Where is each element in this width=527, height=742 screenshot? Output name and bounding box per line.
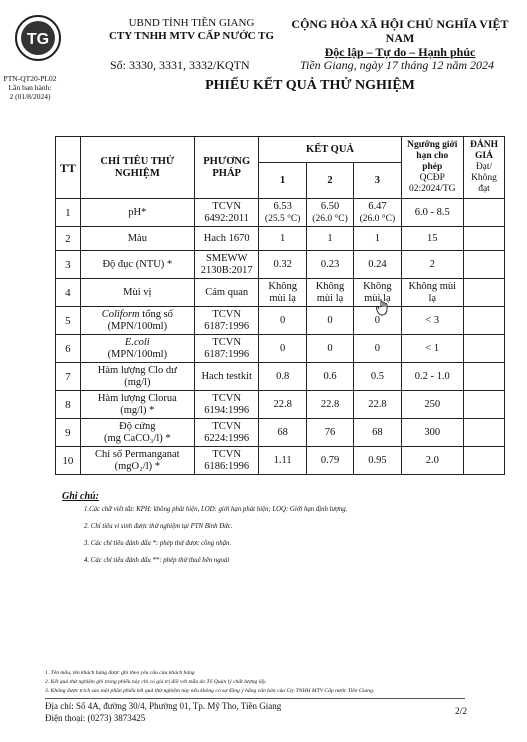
method-cell [194, 307, 259, 335]
header-limit [401, 137, 463, 199]
limit-cell: 2.0 [401, 447, 463, 475]
table-row [56, 391, 505, 419]
table-row [56, 363, 505, 391]
limit-cell: < 3 [401, 307, 463, 335]
result-3-cell: 0.5 [354, 363, 401, 391]
row-number: 3 [56, 251, 81, 279]
parameter-name-italic: E.coli [124, 336, 150, 348]
row-number: 4 [56, 279, 81, 307]
parameter-name [80, 363, 194, 391]
header-results: KẾT QUẢ [259, 137, 401, 163]
country-line: CỘNG HÒA XÃ HỘI CHỦ NGHĨA VIỆT NAM [291, 17, 509, 45]
limit-header-line: 02:2024/TG [409, 184, 456, 194]
page-number: 2/2 [455, 707, 468, 717]
result-2-cell: 0.79 [306, 447, 353, 475]
evaluation-cell [464, 227, 505, 251]
result-1-cell: 0 [259, 307, 306, 335]
note-item: 3. Các chỉ tiêu đánh dấu *: phép thử được công nhận. [84, 540, 232, 547]
header-result-1: 1 [259, 163, 306, 199]
result-1-cell: 0.8 [259, 363, 306, 391]
table-row [56, 199, 505, 227]
header-result-2: 2 [306, 163, 353, 199]
result-3-cell: 0.95 [354, 447, 401, 475]
result-2-cell: 0 [306, 307, 353, 335]
parameter-name: Mùi vị [80, 279, 194, 307]
result-3-cell: 0 [354, 307, 401, 335]
method-cell: Hach testkit [194, 363, 259, 391]
footnote: 2. Kết quả thử nghiệm ghi trong phiếu này chỉ có giá trị đối với mẫu do Tổ Quản lý chất lượng lấy. [45, 679, 267, 685]
result-3-cell: 0 [354, 335, 401, 363]
parameter-name [80, 335, 194, 363]
result-3-cell: 0.24 [354, 251, 401, 279]
footer-divider [45, 698, 465, 699]
footer-address: Địa chỉ: Số 4A, đường 30/4, Phường 01, Tp. Mỹ Tho, Tiền Giang [45, 701, 282, 711]
result-2-cell [306, 199, 353, 227]
method-cell [194, 391, 259, 419]
limit-cell: 15 [401, 227, 463, 251]
method-line: 6187:1996 [204, 320, 250, 332]
table-row [56, 251, 505, 279]
limit-cell: 0.2 - 1.0 [401, 363, 463, 391]
result-2-cell: 76 [306, 419, 353, 447]
result-line: mùi lạ [316, 292, 344, 304]
row-number: 7 [56, 363, 81, 391]
parameter-unit: (MPN/100ml) [107, 320, 168, 332]
result-1-cell [259, 199, 306, 227]
method-cell [194, 447, 259, 475]
row-number: 2 [56, 227, 81, 251]
result-temperature: (26.0 °C) [359, 213, 396, 224]
table-row [56, 447, 505, 475]
limit-cell: 250 [401, 391, 463, 419]
national-heading [278, 17, 522, 59]
row-number: 1 [56, 199, 81, 227]
method-line: 6224:1996 [204, 432, 250, 444]
table-row [56, 419, 505, 447]
parameter-unit: (mg/l) [124, 376, 151, 388]
evaluation-header-line: GIÁ [475, 151, 493, 161]
footer-phone: Điện thoại: (0273) 3873425 [45, 713, 146, 723]
method-line: TCVN [212, 200, 241, 212]
method-cell: Hach 1670 [194, 227, 259, 251]
result-line: Không [315, 280, 345, 292]
row-number: 9 [56, 419, 81, 447]
row-number: 6 [56, 335, 81, 363]
parameter-name [80, 419, 194, 447]
method-line: 6194:1996 [204, 404, 250, 416]
form-code [2, 74, 58, 101]
result-value: 6.50 [320, 200, 340, 212]
limit-header-line: Ngưỡng giới [407, 140, 458, 150]
method-cell [194, 251, 259, 279]
parameter-unit: (mgO₂/l) * [114, 460, 161, 472]
limit-cell: 2 [401, 251, 463, 279]
form-code-line: PTN-QT20-PL02 [3, 74, 57, 83]
method-line: TCVN [212, 392, 241, 404]
result-2-cell: 22.8 [306, 391, 353, 419]
evaluation-header-line: ĐÁNH [470, 140, 498, 150]
method-line: TCVN [212, 448, 241, 460]
result-1-cell: 22.8 [259, 391, 306, 419]
hand-pointer-icon [376, 298, 390, 316]
limit-cell: 6.0 - 8.5 [401, 199, 463, 227]
note-item: 2. Chỉ tiêu vi sinh được thử nghiệm tại PTN Bình Đức. [84, 523, 233, 530]
method-line: SMEWW [205, 252, 248, 264]
result-3-cell: 68 [354, 419, 401, 447]
parameter-unit: (mg CaCO₃/l) * [104, 432, 171, 444]
result-2-cell [306, 279, 353, 307]
evaluation-cell [464, 391, 505, 419]
parameter-name [80, 447, 194, 475]
result-2-cell: 0.6 [306, 363, 353, 391]
parameter-name: Màu [80, 227, 194, 251]
org-line-2: CTY TNHH MTV CẤP NƯỚC TG [108, 30, 275, 42]
header-parameter: CHỈ TIÊU THỬ NGHIỆM [80, 137, 194, 199]
header-tt: TT [56, 137, 81, 199]
parameter-name-line: Chỉ số Permanganat [95, 448, 180, 460]
logo-text: TG [26, 31, 50, 48]
method-line: 6186:1996 [204, 460, 250, 472]
result-line: mùi lạ [269, 292, 296, 304]
result-line: Không [363, 280, 392, 292]
org-line-1: UBND TỈNH TIỀN GIANG [128, 17, 255, 29]
limit-header-line: phép [422, 162, 443, 172]
result-temperature: (26.0 °C) [312, 213, 348, 224]
result-value: 6.47 [368, 200, 387, 212]
notes-title: Ghi chú: [62, 491, 99, 502]
evaluation-cell [464, 447, 505, 475]
result-1-cell: 0 [259, 335, 306, 363]
parameter-name: pH* [80, 199, 194, 227]
method-line: 6492:2011 [204, 212, 249, 224]
result-line: Không [268, 280, 297, 292]
motto-line: Độc lập – Tự do – Hạnh phúc [324, 45, 476, 59]
result-2-cell: 0 [306, 335, 353, 363]
limit-header-line: QCĐP [419, 173, 445, 183]
header-method: PHƯƠNG PHÁP [194, 137, 259, 199]
issuing-organization [104, 17, 279, 43]
parameter-name [80, 307, 194, 335]
parameter-name [80, 391, 194, 419]
result-1-cell: 1 [259, 227, 306, 251]
parameter-unit: (mg/l) * [120, 404, 155, 416]
parameter-name-rest: tổng số [139, 308, 173, 320]
table-row [56, 307, 505, 335]
result-3-cell: 22.8 [354, 391, 401, 419]
method-cell [194, 419, 259, 447]
method-line: TCVN [212, 336, 241, 348]
result-line: mùi lạ [364, 292, 391, 304]
form-code-line: Lần ban hành: [8, 83, 52, 92]
method-cell [194, 199, 259, 227]
evaluation-cell [464, 335, 505, 363]
note-item: 4. Các chỉ tiêu đánh dấu **: phép thử thuê bên ngoài [84, 557, 230, 564]
method-line: 2130B:2017 [200, 264, 253, 276]
evaluation-cell [464, 279, 505, 307]
limit-cell: < 1 [401, 335, 463, 363]
evaluation-cell [464, 419, 505, 447]
result-1-cell [259, 279, 306, 307]
evaluation-sub-line: Không [471, 173, 497, 183]
table-row [56, 279, 505, 307]
result-3-cell [354, 199, 401, 227]
evaluation-cell [464, 199, 505, 227]
result-1-cell: 1.11 [259, 447, 306, 475]
method-cell: Cảm quan [194, 279, 259, 307]
result-2-cell: 1 [306, 227, 353, 251]
footnote: 3. Không được trích sao một phần phiếu kết quả thử nghiệm này nếu không có sự đồng ý bằng văn bản của Cty TNHH MTV Cấp nước Tiền Giang. [45, 688, 375, 694]
result-1-cell: 0.32 [259, 251, 306, 279]
row-number: 8 [56, 391, 81, 419]
method-line: TCVN [212, 420, 241, 432]
result-1-cell: 68 [259, 419, 306, 447]
results-table [55, 136, 505, 475]
company-logo [14, 14, 62, 62]
method-cell [194, 335, 259, 363]
form-code-line: 2 (01/8/2024) [9, 92, 51, 101]
limit-header-line: hạn cho [416, 151, 449, 161]
parameter-name: Độ đục (NTU) * [80, 251, 194, 279]
result-value: 6.53 [273, 200, 292, 212]
table-header-row [56, 137, 505, 163]
note-item: 1.Các chữ viết tắt: KPH: không phát hiện, LOD: giới hạn phát hiện; LOQ: Giới hạn định lượng. [84, 506, 348, 513]
parameter-name-line: Hàm lượng Clo dư [97, 364, 177, 376]
header-result-3: 3 [354, 163, 401, 199]
result-temperature: (25.5 °C) [264, 213, 301, 224]
result-2-cell: 0.23 [306, 251, 353, 279]
place-date: Tiền Giang, ngày 17 tháng 12 năm 2024 [300, 58, 494, 72]
evaluation-cell [464, 251, 505, 279]
parameter-name-italic: Coliform [101, 308, 140, 320]
document-title: PHIẾU KẾT QUẢ THỬ NGHIỆM [205, 78, 415, 93]
method-line: TCVN [212, 308, 241, 320]
parameter-unit: (MPN/100ml) [107, 348, 168, 360]
parameter-name-line: Độ cứng [119, 420, 156, 432]
limit-cell: Không mùi lạ [401, 279, 463, 307]
document-number: Số: 3330, 3331, 3332/KQTN [110, 58, 250, 72]
header-evaluation [464, 137, 505, 199]
row-number: 5 [56, 307, 81, 335]
parameter-name-line: Hàm lượng Clorua [97, 392, 177, 404]
limit-cell: 300 [401, 419, 463, 447]
table-row [56, 335, 505, 363]
evaluation-cell [464, 307, 505, 335]
evaluation-sub-line: đạt [478, 184, 490, 194]
row-number: 10 [56, 447, 81, 475]
footnote: 1. Tên mẫu, tên khách hàng được ghi theo yêu cầu của khách hàng [45, 670, 195, 676]
method-line: 6187:1996 [204, 348, 250, 360]
evaluation-cell [464, 363, 505, 391]
table-row [56, 227, 505, 251]
evaluation-sub-line: Đạt/ [475, 162, 493, 172]
result-3-cell: 1 [354, 227, 401, 251]
